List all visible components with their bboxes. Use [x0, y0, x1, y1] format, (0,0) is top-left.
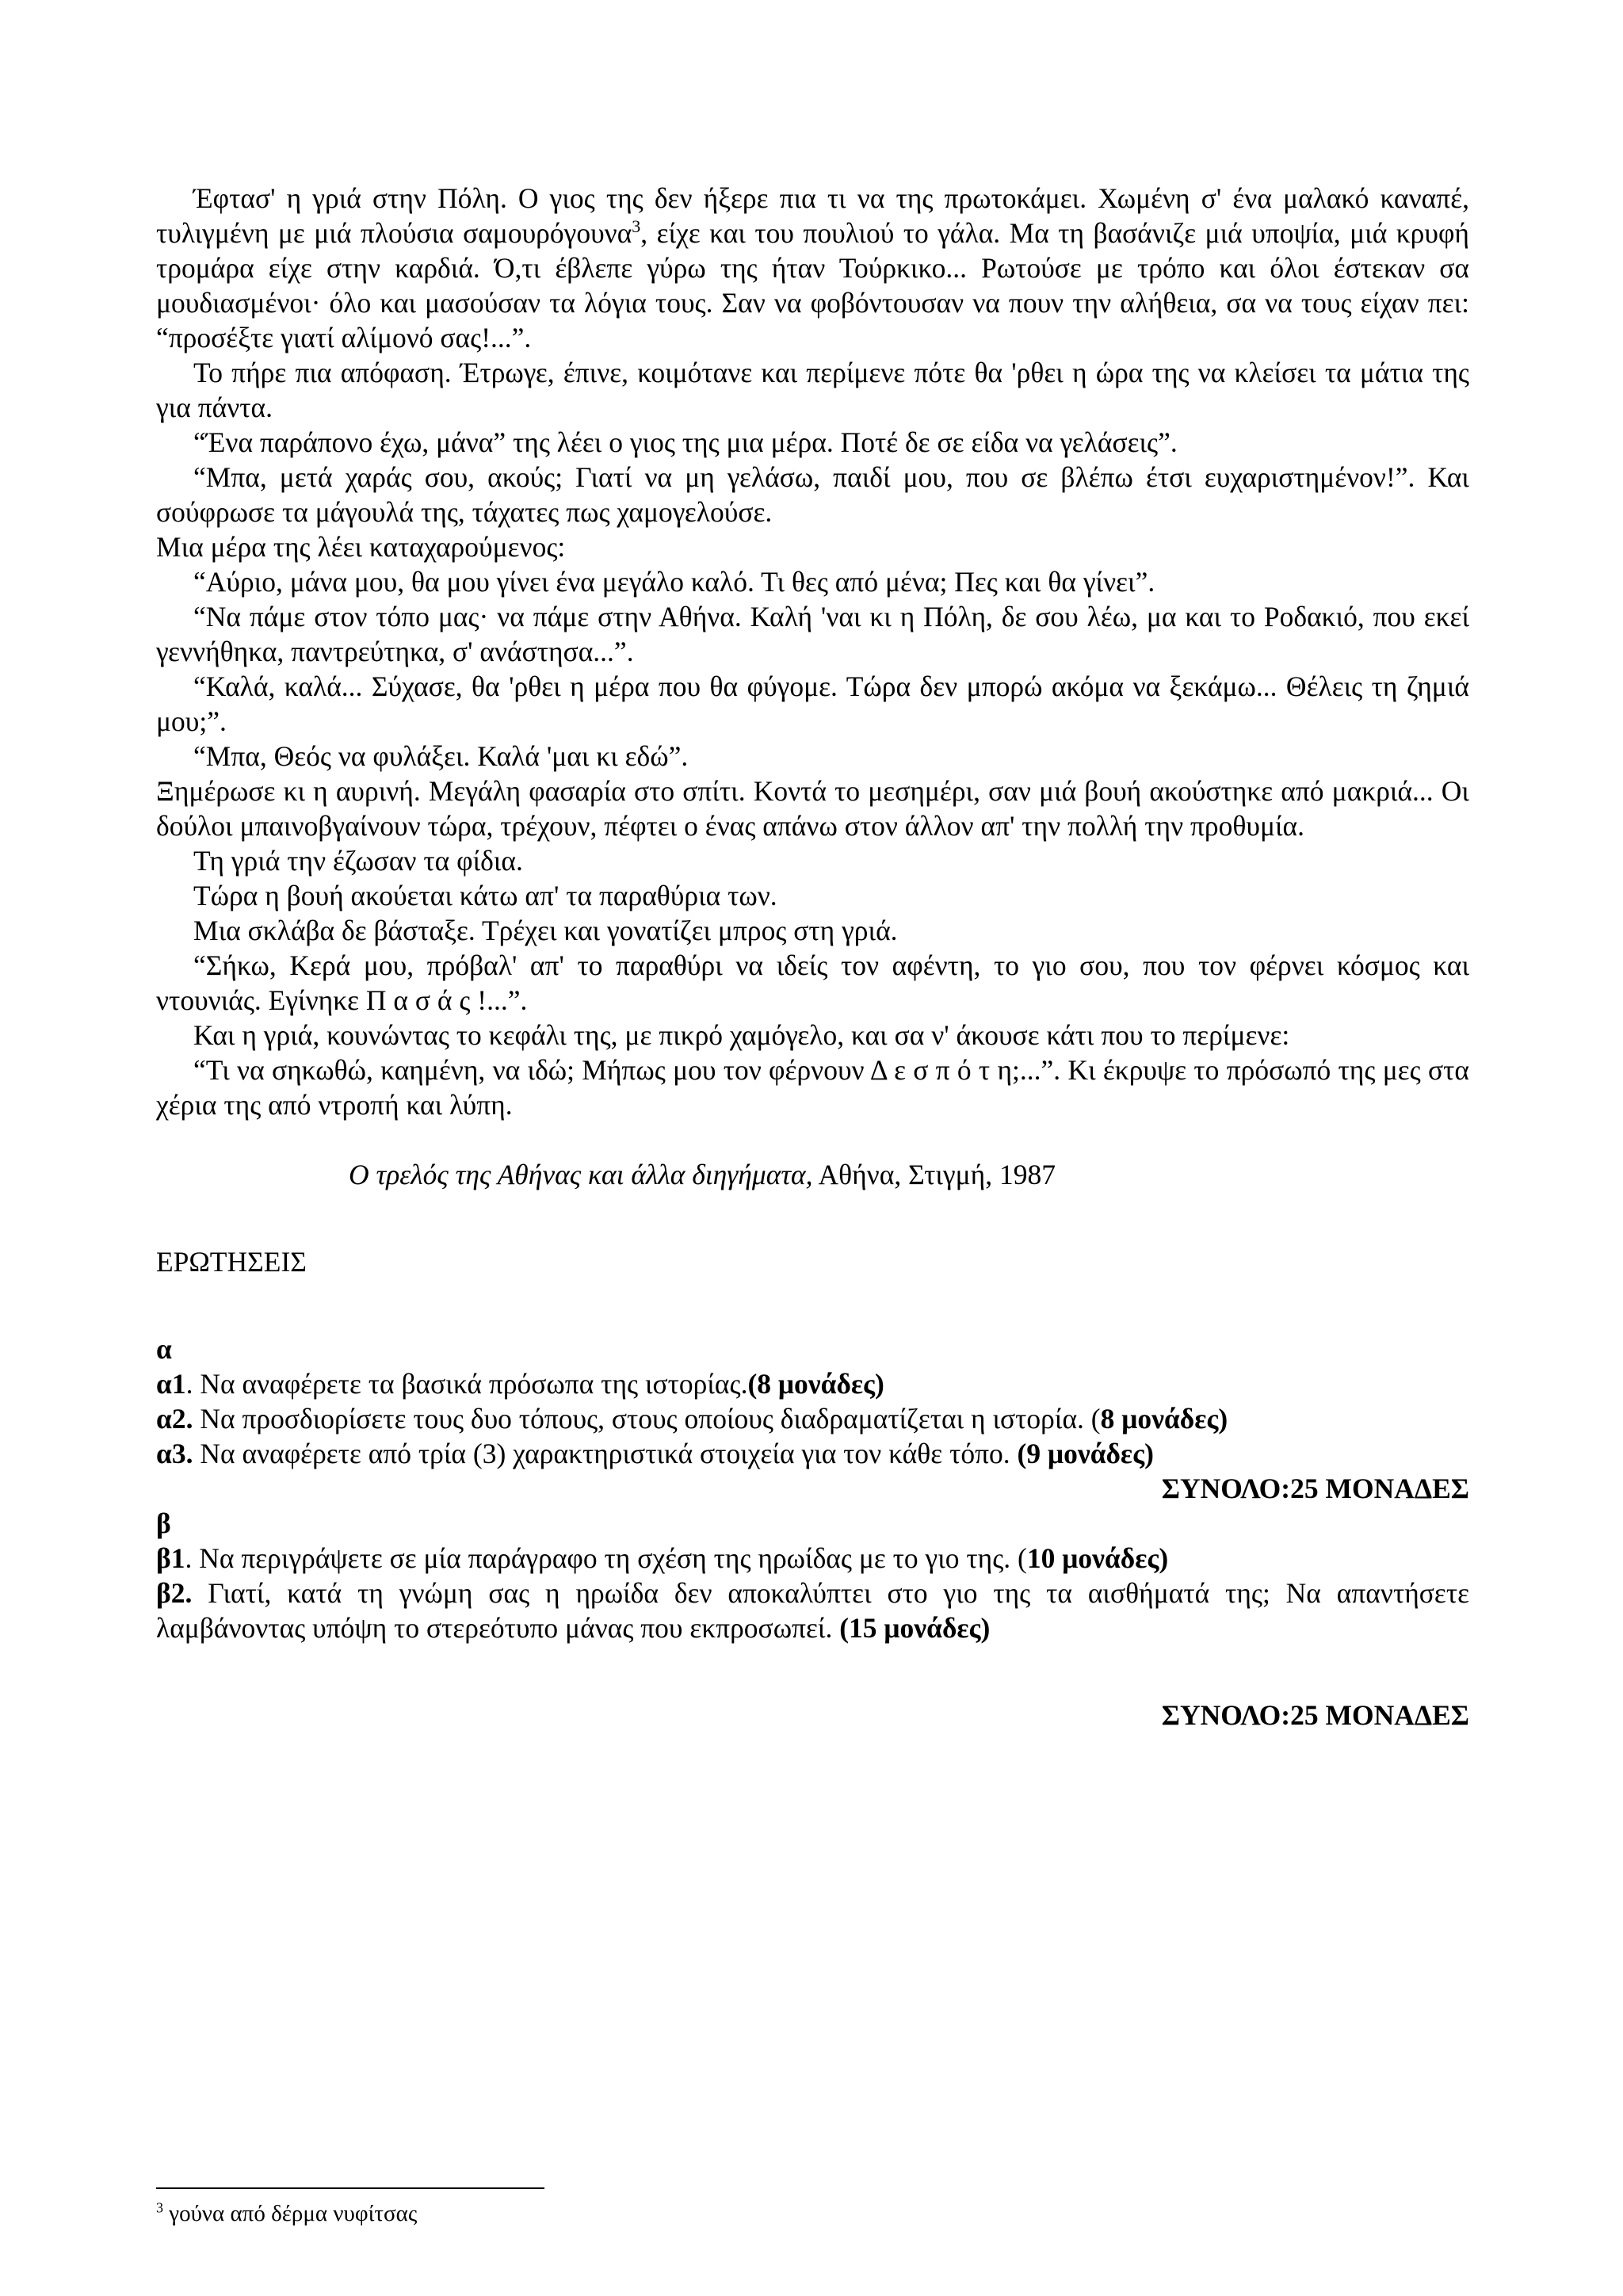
- story-paragraph-2: Το πήρε πια απόφαση. Έτρωγε, έπινε, κοιμότανε και περίμενε πότε θα 'ρθει η ώρα της να κλείσει τα μάτια της για πάντα.: [156, 357, 1469, 423]
- story-paragraph-6: “Αύριο, μάνα μου, θα μου γίνει ένα μεγάλο καλό. Τι θες από μένα; Πες και θα γίνει”.: [193, 566, 1155, 598]
- story-paragraph-10: Ξημέρωσε κι η αυρινή. Μεγάλη φασαρία στο σπίτι. Κοντά το μεσημέρι, σαν μιά βουή ακούστηκε από μακριά... Οι δούλοι μπαινοβγαίνουν τώρα, τρέχουν, πέφτει ο ένας απάνω στον άλλον απ' την πολλή την προθυμία.: [156, 775, 1469, 842]
- question-label: α3.: [156, 1438, 193, 1469]
- story-paragraph-16: “Τι να σηκωθώ, καημένη, να ιδώ; Μήπως μου τον φέρνουν Δ ε σ π ό τ η;...”. Κι έκρυψε το πρόσωπό της μες στα χέρια της από ντροπή και λύπη.: [156, 1054, 1469, 1121]
- document-body: [156, 181, 1469, 1733]
- question-text: Γιατί, κατά τη γνώμη σας η ηρωίδα δεν αποκαλύπτει στο γιο της τα αισθήματά της; Να απαντήσετε λαμβάνοντας υπόψη το στερεότυπο μάνας που εκπροσωπεί.: [156, 1577, 1469, 1644]
- story-text: , είχε και του πουλιού το γάλα. Μα τη βασάνιζε μιά υποψία, μιά κρυφή τρομάρα είχε στην καρδιά. Ό,τι έβλεπε γύρω της ήταν Τούρκικο... Ρωτούσε με τρόπο και όλοι έστεκαν σα μουδιασμένοι· όλο και μασούσαν τα λόγια τους. Σαν να φοβόντουσαν να πουν την αλήθεια, σα να τους είχαν πει: “προσέξτε γιατί αλίμονό σας!...”.: [156, 217, 1469, 353]
- story-text: Έφτασ' η γριά στην Πόλη. Ο γιος της δεν ήξερε πια τι να της πρωτοκάμει. Χωμένη σ' ένα μαλακό καναπέ, τυλιγμένη με μιά πλούσια σαμουρόγουνα: [156, 182, 1469, 249]
- story-paragraph-15: Και η γριά, κουνώντας το κεφάλι της, με πικρό χαμόγελο, και σα ν' άκουσε κάτι που το περίμενε:: [193, 1019, 1290, 1051]
- story-paragraph-3: “Ένα παράπονο έχω, μάνα” της λέει ο γιος της μια μέρα. Ποτέ δε σε είδα να γελάσεις”.: [193, 426, 1178, 458]
- source-details: Αθήνα, Στιγμή, 1987: [812, 1159, 1056, 1190]
- questions-heading: ΕΡΩΤΗΣΕΙΣ: [156, 1246, 307, 1278]
- story-paragraph-8: “Καλά, καλά... Σύχασε, θα 'ρθει η μέρα που θα φύγομε. Τώρα δεν μπορώ ακόμα να ξεκάμω... Θέλεις τη ζημιά μου;”.: [156, 670, 1469, 737]
- story-paragraph-1: [156, 181, 1469, 355]
- section-a-total: ΣΥΝΟΛΟ:25 ΜΟΝΑΔΕΣ: [1161, 1473, 1469, 1504]
- question-a2: [156, 1401, 1469, 1436]
- question-a1: [156, 1366, 1469, 1401]
- source-title: Ο τρελός της Αθήνας και άλλα διηγήματα,: [349, 1159, 813, 1190]
- footnote: [156, 2199, 417, 2228]
- question-points: 8 μονάδες): [1100, 1403, 1228, 1435]
- question-text: Να προσδιορίσετε τους δυο τόπους, στους οποίους διαδραματίζεται η ιστορία. (: [193, 1403, 1101, 1435]
- section-b-total: ΣΥΝΟΛΟ:25 ΜΟΝΑΔΕΣ: [1161, 1699, 1469, 1731]
- question-points: (8 μονάδες): [747, 1368, 884, 1400]
- section-a-label: α: [156, 1333, 172, 1365]
- story-paragraph-12: Τώρα η βουή ακούεται κάτω απ' τα παραθύρια των.: [193, 880, 777, 911]
- story-paragraph-9: “Μπα, Θεός να φυλάξει. Καλά 'μαι κι εδώ”.: [193, 740, 689, 772]
- question-points: (9 μονάδες): [1017, 1438, 1154, 1469]
- story-paragraph-13: Μια σκλάβα δε βάσταξε. Τρέχει και γονατίζει μπρος στη γριά.: [193, 915, 898, 946]
- story-paragraph-4: “Μπα, μετά χαράς σου, ακούς; Γιατί να μη γελάσω, παιδί μου, που σε βλέπω έτσι ευχαριστημένον!”. Και σούφρωσε τα μάγουλά της, τάχατες πως χαμογελούσε.: [156, 461, 1469, 528]
- story-paragraph-14: “Σήκω, Κερά μου, πρόβαλ' απ' το παραθύρι να ιδείς τον αφέντη, το γιο σου, που τον φέρνει κόσμος και ντουνιάς. Εγίνηκε Π α σ ά ς !...”.: [156, 949, 1469, 1016]
- question-label: α2.: [156, 1403, 193, 1435]
- question-b2: [156, 1576, 1469, 1645]
- question-text: . Να αναφέρετε τα βασικά πρόσωπα της ιστορίας.: [185, 1368, 748, 1400]
- question-text: . Να περιγράψετε σε μία παράγραφο τη σχέση της ηρωίδας με το γιο της. (: [185, 1542, 1027, 1574]
- footnote-divider: [156, 2187, 544, 2189]
- footnote-number: 3: [156, 2199, 163, 2216]
- source-citation: [156, 1157, 1469, 1192]
- story-paragraph-11: Τη γριά την έζωσαν τα φίδια.: [193, 845, 523, 877]
- question-a3: [156, 1436, 1469, 1471]
- story-paragraph-5: Μια μέρα της λέει καταχαρούμενος:: [156, 531, 566, 563]
- footnote-marker: 3: [632, 216, 641, 237]
- question-label: α1: [156, 1368, 186, 1400]
- question-b1: [156, 1541, 1469, 1576]
- question-points: 10 μονάδες): [1026, 1542, 1169, 1574]
- footnote-text: γούνα από δέρμα νυφίτσας: [163, 2201, 418, 2226]
- section-b-label: β: [156, 1507, 171, 1539]
- question-points: (15 μονάδες): [839, 1612, 991, 1644]
- story-paragraph-7: “Να πάμε στον τόπο μας· να πάμε στην Αθήνα. Καλή 'ναι κι η Πόλη, δε σου λέω, μα και το Ροδακιό, που εκεί γεννήθηκα, παντρεύτηκα, σ' ανάστησα...”.: [156, 601, 1469, 667]
- question-label: β1: [156, 1542, 185, 1574]
- question-label: β2.: [156, 1577, 193, 1609]
- question-text: Να αναφέρετε από τρία (3) χαρακτηριστικά στοιχεία για τον κάθε τόπο.: [193, 1438, 1018, 1469]
